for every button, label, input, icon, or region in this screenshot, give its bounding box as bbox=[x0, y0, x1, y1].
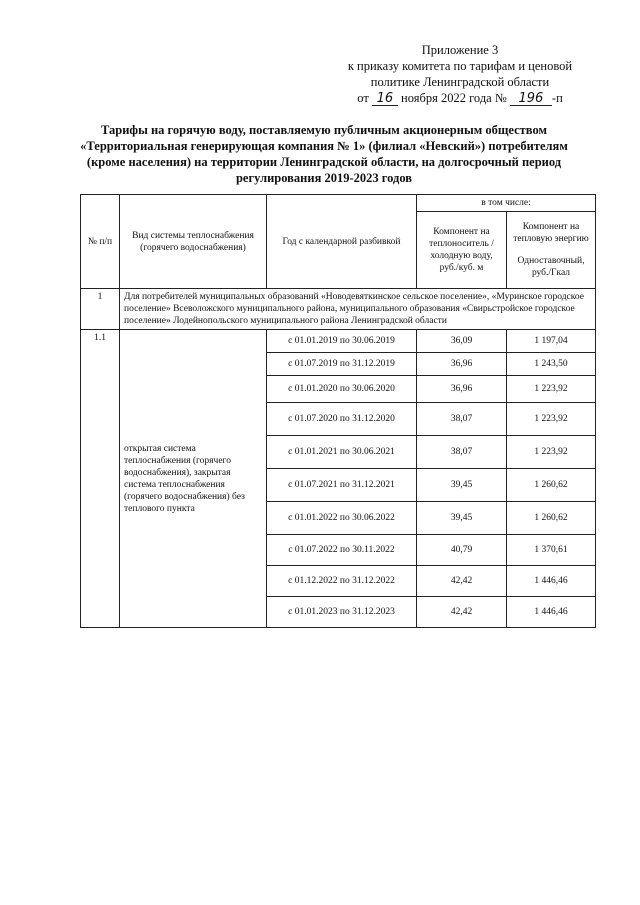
energy-value: 1 243,50 bbox=[507, 353, 596, 376]
energy-value: 1 260,62 bbox=[507, 502, 596, 535]
energy-value: 1 223,92 bbox=[507, 376, 596, 403]
coolant-value: 39,45 bbox=[417, 502, 507, 535]
group-row bbox=[81, 289, 596, 330]
energy-value: 1 223,92 bbox=[507, 403, 596, 436]
energy-value: 1 446,46 bbox=[507, 566, 596, 597]
period-cell: с 01.07.2019 по 31.12.2019 bbox=[267, 353, 417, 376]
appendix-title: Приложение 3 bbox=[421, 43, 499, 57]
header-num: № п/п bbox=[81, 195, 120, 289]
coolant-value: 42,42 bbox=[417, 597, 507, 628]
header-energy-unit: Одноставочный, руб./Гкал bbox=[517, 256, 585, 278]
period-cell: с 01.01.2020 по 30.06.2020 bbox=[267, 376, 417, 403]
energy-value: 1 446,46 bbox=[507, 597, 596, 628]
table-row bbox=[81, 330, 596, 353]
period-cell: с 01.07.2022 по 30.11.2022 bbox=[267, 535, 417, 566]
header-system: Вид системы теплоснабжения (горячего водоснабжения) bbox=[120, 195, 267, 289]
order-day-handwritten: 16 bbox=[372, 92, 398, 106]
period-cell: с 01.01.2019 по 30.06.2019 bbox=[267, 330, 417, 353]
coolant-value: 40,79 bbox=[417, 535, 507, 566]
energy-value: 1 197,04 bbox=[507, 330, 596, 353]
appendix-header bbox=[330, 42, 590, 106]
table-header-row bbox=[81, 195, 596, 212]
appendix-order-ref: к приказу комитета по тарифам и ценовой bbox=[347, 59, 573, 73]
order-prefix: от bbox=[357, 91, 369, 105]
header-including: в том числе: bbox=[417, 195, 596, 212]
energy-value: 1 260,62 bbox=[507, 469, 596, 502]
header-year: Год с календарной разбивкой bbox=[267, 195, 417, 289]
coolant-value: 38,07 bbox=[417, 403, 507, 436]
coolant-value: 42,42 bbox=[417, 566, 507, 597]
coolant-value: 36,96 bbox=[417, 353, 507, 376]
header-energy-label: Компонент на тепловую энергию bbox=[513, 222, 589, 244]
coolant-value: 36,09 bbox=[417, 330, 507, 353]
group-description: Для потребителей муниципальных образований «Новодевяткинское сельское поселение», «Муринское городское поселение» Всеволожского муниципального района, муниципального образования «Свирьстройское городское поселение» Лодейнопольского муниципального района Ленинградской области bbox=[120, 289, 596, 330]
period-cell: с 01.07.2020 по 31.12.2020 bbox=[267, 403, 417, 436]
energy-value: 1 223,92 bbox=[507, 436, 596, 469]
item-system: открытая система теплоснабжения (горячего водоснабжения), закрытая система теплоснабжения (горячего водоснабжения) без теплового пункта bbox=[120, 330, 267, 628]
order-suffix: -п bbox=[551, 91, 563, 105]
coolant-value: 39,45 bbox=[417, 469, 507, 502]
coolant-value: 36,96 bbox=[417, 376, 507, 403]
header-coolant: Компонент на теплоноситель / холодную воду, руб./куб. м bbox=[417, 212, 507, 289]
group-num: 1 bbox=[81, 289, 120, 330]
period-cell: с 01.12.2022 по 31.12.2022 bbox=[267, 566, 417, 597]
period-cell: с 01.01.2021 по 30.06.2021 bbox=[267, 436, 417, 469]
coolant-value: 38,07 bbox=[417, 436, 507, 469]
appendix-committee: политике Ленинградской области bbox=[370, 75, 550, 89]
period-cell: с 01.01.2022 по 30.06.2022 bbox=[267, 502, 417, 535]
order-date-text: ноября 2022 года № bbox=[401, 91, 507, 105]
tariff-table bbox=[80, 194, 596, 628]
energy-value: 1 370,61 bbox=[507, 535, 596, 566]
order-number-handwritten: 196 bbox=[510, 92, 552, 106]
header-energy bbox=[507, 212, 596, 289]
period-cell: с 01.07.2021 по 31.12.2021 bbox=[267, 469, 417, 502]
period-cell: с 01.01.2023 по 31.12.2023 bbox=[267, 597, 417, 628]
item-num: 1.1 bbox=[81, 330, 120, 628]
document-title: Тарифы на горячую воду, поставляемую публичным акционерным обществом «Территориальная генерирующая компания № 1» (филиал «Невский») потребителям (кроме населения) на территории Ленинградской области, на долгосрочный период регулирования 2019-2023 годов bbox=[80, 123, 568, 185]
appendix-order-line bbox=[330, 90, 590, 106]
